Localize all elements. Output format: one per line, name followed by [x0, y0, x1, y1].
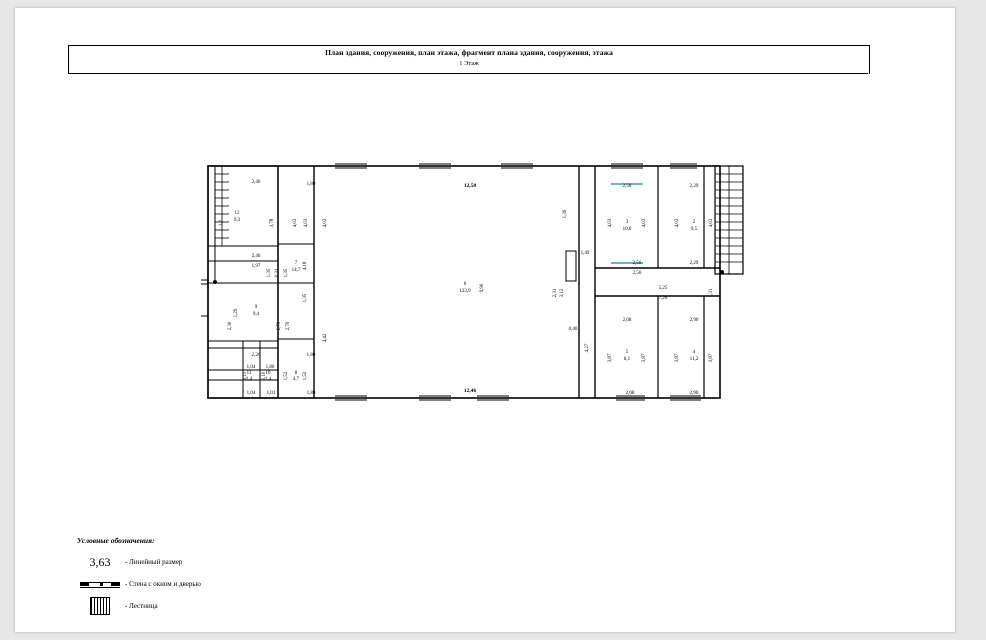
svg-text:12,50: 12,50: [463, 183, 477, 189]
svg-text:2,08: 2,08: [625, 391, 635, 396]
svg-text:7,26: 7,26: [658, 296, 668, 301]
svg-text:2,29: 2,29: [689, 184, 699, 189]
svg-text:1,04: 1,04: [246, 365, 256, 370]
stairs-icon: [77, 596, 123, 616]
svg-text:4,03: 4,03: [675, 218, 680, 228]
svg-text:1,52: 1,52: [303, 371, 308, 381]
legend-sample-value: 3,63: [89, 554, 111, 569]
svg-text:4,03: 4,03: [304, 218, 309, 228]
document-subtitle: 1 Этаж: [459, 60, 479, 67]
svg-text:2,30: 2,30: [228, 321, 233, 331]
svg-text:9,3: 9,3: [233, 218, 241, 223]
svg-text:2,90: 2,90: [689, 318, 699, 323]
svg-text:8,1: 8,1: [623, 357, 631, 362]
svg-text:2,46: 2,46: [251, 254, 261, 259]
svg-text:7: 7: [294, 261, 298, 266]
svg-text:1,01: 1,01: [266, 391, 276, 396]
svg-text:3,87: 3,87: [642, 353, 647, 363]
svg-text:123,9: 123,9: [459, 289, 471, 294]
svg-text:2,90: 2,90: [689, 391, 699, 396]
document-page: [15, 8, 955, 632]
svg-text:1,35: 1,35: [267, 268, 272, 278]
svg-text:12: 12: [234, 211, 240, 216]
svg-text:4: 4: [692, 350, 696, 355]
svg-text:8: 8: [294, 371, 298, 376]
svg-text:4,03: 4,03: [608, 218, 613, 228]
legend: [77, 536, 307, 617]
svg-text:3,12: 3,12: [560, 288, 565, 298]
legend-heading: Условные обозначения:: [77, 536, 155, 545]
svg-text:1,49: 1,49: [580, 251, 590, 256]
svg-text:4,7: 4,7: [292, 377, 300, 382]
svg-text:1,97: 1,97: [251, 264, 261, 269]
svg-text:1,4: 1,4: [264, 377, 272, 382]
svg-text:1,04: 1,04: [246, 391, 256, 396]
svg-text:5,25: 5,25: [658, 286, 668, 291]
legend-item: [77, 551, 307, 573]
svg-text:1,80: 1,80: [306, 353, 316, 358]
svg-text:6: 6: [463, 282, 467, 287]
svg-text:2,29: 2,29: [689, 261, 699, 266]
svg-text:9: 9: [254, 305, 258, 310]
svg-text:2,08: 2,08: [622, 318, 632, 323]
svg-text:0,33: 0,33: [275, 268, 280, 278]
svg-text:2,56: 2,56: [622, 184, 632, 189]
svg-text:10: 10: [265, 371, 271, 376]
svg-text:4,18: 4,18: [303, 261, 308, 271]
svg-text:4,27: 4,27: [585, 343, 590, 353]
svg-text:1,29: 1,29: [234, 308, 239, 318]
svg-text:5: 5: [625, 350, 629, 355]
svg-text:0,40: 0,40: [568, 327, 578, 332]
svg-text:2,11: 2,11: [243, 371, 248, 381]
svg-text:1,80: 1,80: [306, 391, 316, 396]
document-title: План здания, сооружения, план этажа, фрагмент плана здания, сооружения, этажа: [325, 48, 613, 57]
svg-text:10,6: 10,6: [622, 227, 632, 232]
svg-text:3,87: 3,87: [608, 353, 613, 363]
svg-text:3: 3: [625, 220, 629, 225]
svg-text:2,26: 2,26: [251, 353, 261, 358]
svg-text:11: 11: [246, 371, 252, 376]
svg-text:9,90: 9,90: [480, 283, 485, 293]
wall-with-window-and-door-icon: [77, 574, 123, 594]
svg-text:14,7: 14,7: [291, 268, 301, 273]
svg-text:2,10: 2,10: [262, 371, 267, 381]
svg-text:1,2: 1,2: [219, 219, 224, 227]
svg-text:9,5: 9,5: [690, 227, 698, 232]
svg-text:1,80: 1,80: [306, 182, 316, 187]
svg-text:3,87: 3,87: [675, 353, 680, 363]
legend-item-label: - Стена с окном и дверью: [125, 580, 201, 588]
svg-text:4,03: 4,03: [323, 218, 328, 228]
svg-text:2,31: 2,31: [553, 288, 558, 298]
svg-text:4,03: 4,03: [709, 218, 714, 228]
legend-item: [77, 595, 307, 617]
svg-text:2,46: 2,46: [251, 180, 261, 185]
svg-text:12,46: 12,46: [463, 388, 477, 394]
svg-text:3,78: 3,78: [270, 218, 275, 228]
svg-text:4,03: 4,03: [293, 218, 298, 228]
svg-text:1,39: 1,39: [563, 209, 568, 219]
svg-text:4,03: 4,03: [642, 218, 647, 228]
svg-text:11,2: 11,2: [689, 357, 699, 362]
svg-text:3,87: 3,87: [709, 353, 714, 363]
svg-text:1,52: 1,52: [284, 371, 289, 381]
svg-text:1,80: 1,80: [265, 365, 275, 370]
legend-item: [77, 573, 307, 595]
svg-text:1,35: 1,35: [284, 268, 289, 278]
svg-text:9,4: 9,4: [252, 312, 260, 317]
svg-text:2,56: 2,56: [632, 261, 642, 266]
svg-text:1,4: 1,4: [245, 377, 253, 382]
svg-text:1,31: 1,31: [709, 288, 714, 298]
legend-item-label: - Лестница: [125, 602, 158, 610]
svg-text:2: 2: [692, 220, 696, 225]
svg-text:1,35: 1,35: [303, 293, 308, 303]
svg-text:2,70: 2,70: [277, 321, 282, 331]
svg-text:4,42: 4,42: [323, 333, 328, 343]
linear-dimension-icon: [77, 552, 123, 572]
svg-text:2,56: 2,56: [632, 271, 642, 276]
svg-text:2,70: 2,70: [286, 321, 291, 331]
legend-item-label: - Линейный размер: [125, 558, 183, 566]
